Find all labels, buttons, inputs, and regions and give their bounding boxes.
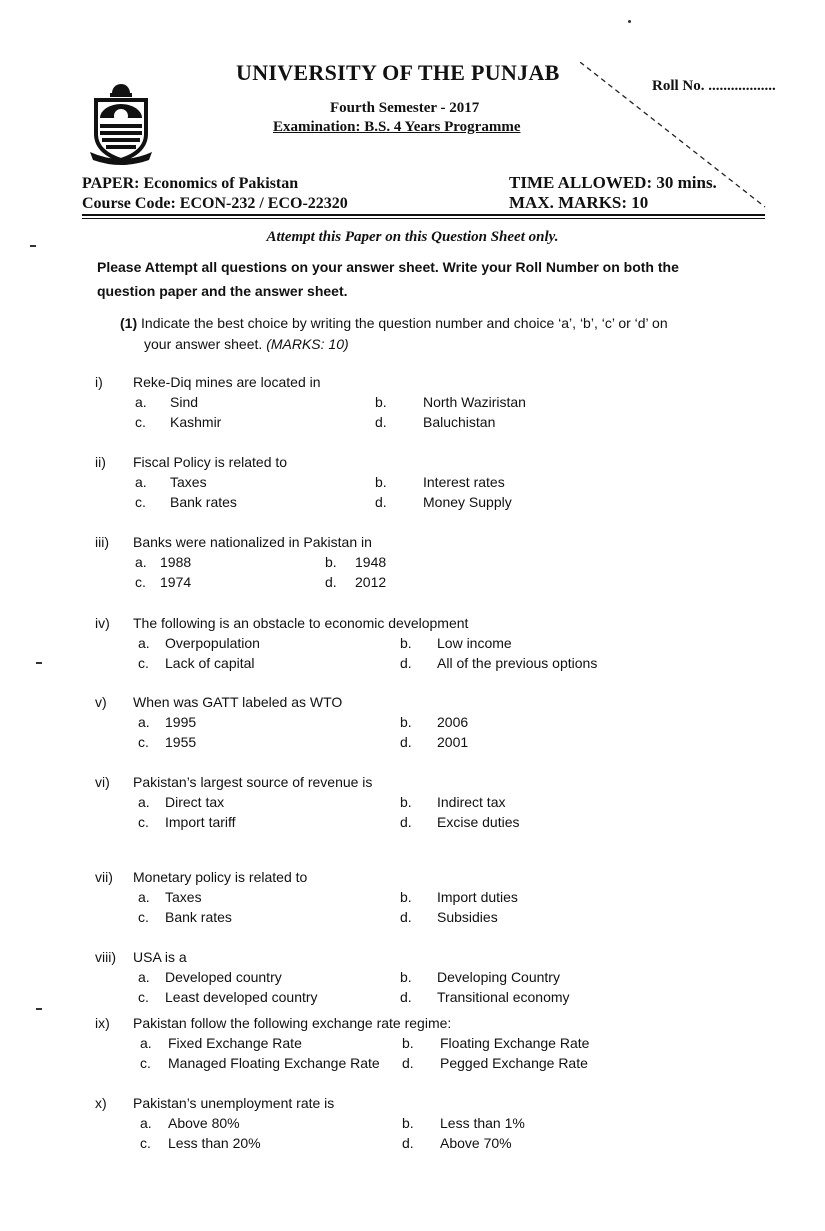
- roll-number-field: Roll No. ..................: [652, 78, 776, 94]
- option-text: Money Supply: [423, 494, 512, 510]
- option-text: Developing Country: [437, 969, 560, 985]
- question-number: iv): [95, 615, 110, 631]
- question-stem: Fiscal Policy is related to: [133, 454, 288, 470]
- section-text-1: Indicate the best choice by writing the question number and choice ‘a’, ‘b’, ‘c’ or ‘d’ on: [141, 315, 668, 331]
- option-text: 1955: [165, 734, 197, 750]
- question-item: [95, 949, 735, 1013]
- examination-label: Examination: B.S. 4 Years Programme: [273, 119, 521, 135]
- option-letter: b.: [400, 635, 412, 651]
- option-letter: b.: [402, 1115, 414, 1131]
- option-letter: c.: [135, 574, 146, 590]
- question-item: [95, 694, 735, 758]
- option-text: Taxes: [165, 889, 202, 905]
- question-number: x): [95, 1095, 107, 1111]
- option-letter: c.: [140, 1055, 151, 1071]
- university-crest-icon: [86, 80, 156, 166]
- option-letter: a.: [138, 969, 150, 985]
- option-text: North Waziristan: [423, 394, 526, 410]
- option-text: Above 70%: [440, 1135, 512, 1151]
- course-code: Course Code: ECON-232 / ECO-22320: [82, 195, 348, 212]
- option-letter: d.: [400, 814, 412, 830]
- header-divider: [82, 214, 765, 216]
- question-item: [95, 454, 735, 518]
- option-letter: c.: [138, 814, 149, 830]
- option-letter: a.: [135, 394, 147, 410]
- option-letter: d.: [400, 655, 412, 671]
- paper-title: PAPER: Economics of Pakistan: [82, 175, 299, 192]
- option-letter: d.: [402, 1135, 414, 1151]
- max-marks: MAX. MARKS: 10: [509, 193, 649, 212]
- scan-mark: [30, 245, 36, 247]
- option-letter: a.: [140, 1115, 152, 1131]
- option-letter: c.: [138, 655, 149, 671]
- question-stem: Monetary policy is related to: [133, 869, 308, 885]
- option-text: Taxes: [170, 474, 207, 490]
- section-header: [120, 313, 740, 355]
- option-letter: d.: [375, 414, 387, 430]
- section-text-2: your answer sheet.: [144, 336, 263, 352]
- question-item: [95, 774, 735, 838]
- option-text: Lack of capital: [165, 655, 255, 671]
- option-letter: b.: [400, 889, 412, 905]
- question-number: iii): [95, 534, 109, 550]
- time-allowed: TIME ALLOWED: 30 mins.: [509, 173, 717, 192]
- scan-mark: [36, 1008, 42, 1010]
- question-number: ix): [95, 1015, 110, 1031]
- section-marks: (MARKS: 10): [266, 336, 349, 352]
- question-number: viii): [95, 949, 116, 965]
- option-letter: d.: [400, 734, 412, 750]
- option-text: Least developed country: [165, 989, 318, 1005]
- question-stem: Banks were nationalized in Pakistan in: [133, 534, 372, 550]
- header-divider-thin: [82, 218, 765, 219]
- option-text: Baluchistan: [423, 414, 496, 430]
- option-letter: a.: [135, 474, 147, 490]
- semester-label: Fourth Semester - 2017: [330, 100, 480, 116]
- option-letter: b.: [400, 714, 412, 730]
- option-letter: a.: [140, 1035, 152, 1051]
- option-text: Fixed Exchange Rate: [168, 1035, 302, 1051]
- question-item: [95, 1015, 735, 1079]
- scan-mark: [36, 662, 42, 664]
- instructions: Please Attempt all questions on your answer sheet. Write your Roll Number on both the question paper and the answer sheet.: [97, 259, 679, 299]
- option-letter: c.: [138, 909, 149, 925]
- question-number: i): [95, 374, 103, 390]
- option-letter: a.: [135, 554, 147, 570]
- option-text: Direct tax: [165, 794, 225, 810]
- option-letter: d.: [402, 1055, 414, 1071]
- option-text: Bank rates: [170, 494, 237, 510]
- option-text: Import tariff: [165, 814, 236, 830]
- option-text: 1995: [165, 714, 197, 730]
- option-text: Kashmir: [170, 414, 222, 430]
- question-stem: The following is an obstacle to economic development: [133, 615, 469, 631]
- option-text: Sind: [170, 394, 199, 410]
- option-letter: a.: [138, 889, 150, 905]
- section-number: (1): [120, 315, 138, 331]
- question-number: vi): [95, 774, 110, 790]
- option-letter: b.: [375, 394, 387, 410]
- option-text: Subsidies: [437, 909, 498, 925]
- option-letter: a.: [138, 794, 150, 810]
- question-item: [95, 374, 735, 438]
- scan-mark: [628, 20, 631, 23]
- option-text: 2006: [437, 714, 469, 730]
- question-stem: When was GATT labeled as WTO: [133, 694, 343, 710]
- option-text: 2001: [437, 734, 469, 750]
- option-text: Interest rates: [423, 474, 505, 490]
- option-text: Less than 20%: [168, 1135, 261, 1151]
- option-letter: b.: [375, 474, 387, 490]
- question-item: [95, 615, 735, 679]
- option-text: Indirect tax: [437, 794, 506, 810]
- option-letter: d.: [325, 574, 337, 590]
- question-number: v): [95, 694, 107, 710]
- question-stem: Pakistan follow the following exchange rate regime:: [133, 1015, 452, 1031]
- option-letter: a.: [138, 635, 150, 651]
- option-text: Managed Floating Exchange Rate: [168, 1055, 380, 1071]
- option-text: Transitional economy: [437, 989, 570, 1005]
- option-letter: b.: [400, 969, 412, 985]
- question-number: vii): [95, 869, 113, 885]
- option-letter: c.: [135, 414, 146, 430]
- option-text: Developed country: [165, 969, 282, 985]
- option-letter: c.: [140, 1135, 151, 1151]
- option-text: 2012: [355, 574, 387, 590]
- option-text: Pegged Exchange Rate: [440, 1055, 588, 1071]
- question-item: [95, 1095, 735, 1159]
- option-letter: c.: [138, 989, 149, 1005]
- option-text: 1948: [355, 554, 387, 570]
- question-stem: Pakistan’s unemployment rate is: [133, 1095, 335, 1111]
- option-text: All of the previous options: [437, 655, 598, 671]
- option-letter: b.: [402, 1035, 414, 1051]
- option-letter: d.: [400, 909, 412, 925]
- option-text: Floating Exchange Rate: [440, 1035, 590, 1051]
- option-letter: c.: [135, 494, 146, 510]
- option-letter: b.: [400, 794, 412, 810]
- option-letter: b.: [325, 554, 337, 570]
- question-number: ii): [95, 454, 106, 470]
- question-stem: Reke-Diq mines are located in: [133, 374, 321, 390]
- question-stem: Pakistan’s largest source of revenue is: [133, 774, 373, 790]
- question-stem: USA is a: [133, 949, 187, 965]
- option-text: Less than 1%: [440, 1115, 525, 1131]
- option-text: Overpopulation: [165, 635, 260, 651]
- university-title: UNIVERSITY OF THE PUNJAB: [236, 60, 560, 85]
- option-text: 1974: [160, 574, 192, 590]
- option-text: Excise duties: [437, 814, 520, 830]
- question-item: [95, 869, 735, 933]
- attempt-note: Attempt this Paper on this Question Sheet only.: [266, 229, 559, 245]
- option-letter: a.: [138, 714, 150, 730]
- option-letter: c.: [138, 734, 149, 750]
- option-letter: d.: [375, 494, 387, 510]
- option-text: 1988: [160, 554, 192, 570]
- option-letter: d.: [400, 989, 412, 1005]
- question-item: [95, 534, 735, 598]
- option-text: Bank rates: [165, 909, 232, 925]
- option-text: Low income: [437, 635, 512, 651]
- option-text: Import duties: [437, 889, 518, 905]
- option-text: Above 80%: [168, 1115, 240, 1131]
